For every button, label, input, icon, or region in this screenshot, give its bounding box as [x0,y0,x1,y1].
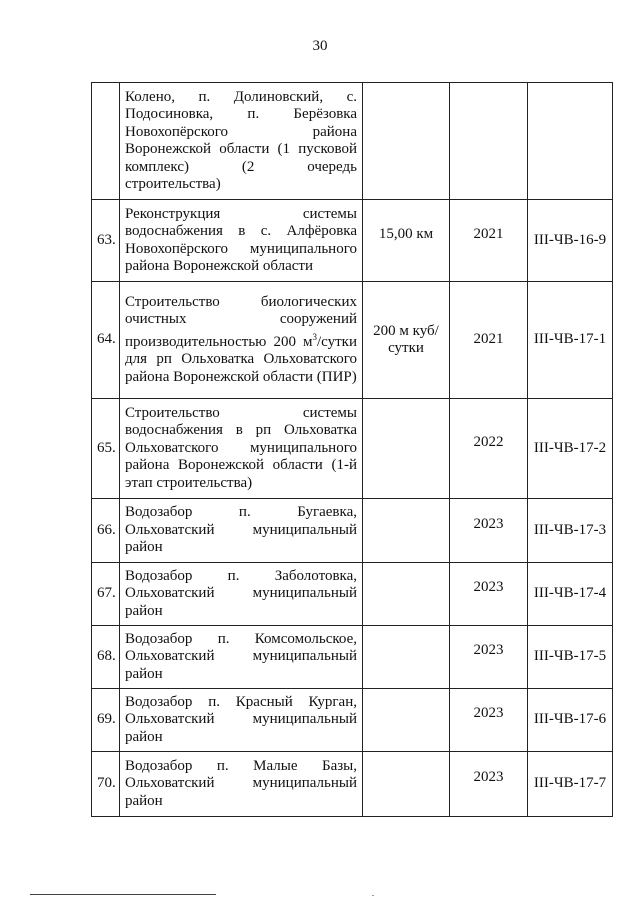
object-name-cell [120,282,363,399]
row-number-cell: 69. [92,689,120,752]
year-cell [450,399,528,499]
object-name-text-a: Строительство биологических очистных сооружений производительностью 200 $м^3$/сутки для рп Ольховатка Ольховатского района Воронежской области (ПИР) [125,293,357,385]
table-row [92,399,613,499]
year-value: 2023 [473,642,504,659]
table-row [92,626,613,689]
footnote-divider [30,894,216,895]
table-row [92,499,613,563]
year-cell [450,83,528,200]
page-number: 30 [312,38,328,54]
year-cell [450,752,528,817]
table-row [92,282,613,399]
code-cell [528,83,613,200]
row-number-cell: 68. [92,626,120,689]
year-cell [450,499,528,563]
code-cell: III-ЧВ-17-5 [528,626,613,689]
capacity-cell [363,563,450,626]
year-cell [450,689,528,752]
object-name-cell: Строительство системы водоснабжения в рп Ольховатка Ольховатского муниципального района Воронежской области (1-й этап строительства) [120,399,363,499]
code-cell: III-ЧВ-17-3 [528,499,613,563]
object-name-cell: Водозабор п. Комсомольское, Ольховатский муниципальный район [120,626,363,689]
object-name-cell: Реконструкция системы водоснабжения в с. Алфёровка Новохопёрского муниципального района Воронежской области [120,200,363,282]
capacity-cell [363,200,450,282]
capacity-cell [363,499,450,563]
code-cell: III-ЧВ-17-2 [528,399,613,499]
object-name-cell: Водозабор п. Малые Базы, Ольховатский муниципальный район [120,752,363,817]
year-value: 2023 [473,769,504,786]
object-name-cell: Водозабор п. Заболотовка, Ольховатский муниципальный район [120,563,363,626]
year-value: 2021 [473,225,504,242]
row-number-cell: 63. [92,200,120,282]
capacity-cell [363,626,450,689]
row-number-cell [92,83,120,200]
code-cell: III-ЧВ-17-7 [528,752,613,817]
capacity-cell [363,689,450,752]
table-row [92,563,613,626]
row-number-cell: 66. [92,499,120,563]
code-cell: III-ЧВ-17-1 [528,282,613,399]
code-cell: III-ЧВ-16-9 [528,200,613,282]
year-cell [450,200,528,282]
registry-table [91,82,613,817]
row-number-cell: 65. [92,399,120,499]
capacity-cell [363,399,450,499]
object-name-cell: Водозабор п. Красный Курган, Ольховатский муниципальный район [120,689,363,752]
row-number-cell: 64. [92,282,120,399]
year-cell [450,563,528,626]
capacity-value: 15,00 км [378,225,434,242]
code-cell: III-ЧВ-17-4 [528,563,613,626]
row-number-cell: 70. [92,752,120,817]
code-cell: III-ЧВ-17-6 [528,689,613,752]
capacity-cell [363,83,450,200]
year-value: 2023 [473,515,504,532]
year-cell: 2021 [450,282,528,399]
year-value: 2023 [473,705,504,722]
year-cell [450,626,528,689]
year-value: 2023 [473,579,504,596]
capacity-cell [363,752,450,817]
scan-mark [372,895,374,896]
table-row [92,752,613,817]
capacity-cell: 200 м куб/сутки [363,282,450,399]
object-name-cell: Колено, п. Долиновский, с. Подосиновка, п. Берёзовка Новохопёрского района Воронежской области (1 пусковой комплекс) (2 очередь строительства) [120,83,363,200]
table-row [92,83,613,200]
table-row [92,200,613,282]
table-row [92,689,613,752]
year-value: 2022 [473,433,504,450]
object-name-cell: Водозабор п. Бугаевка, Ольховатский муниципальный район [120,499,363,563]
row-number-cell: 67. [92,563,120,626]
